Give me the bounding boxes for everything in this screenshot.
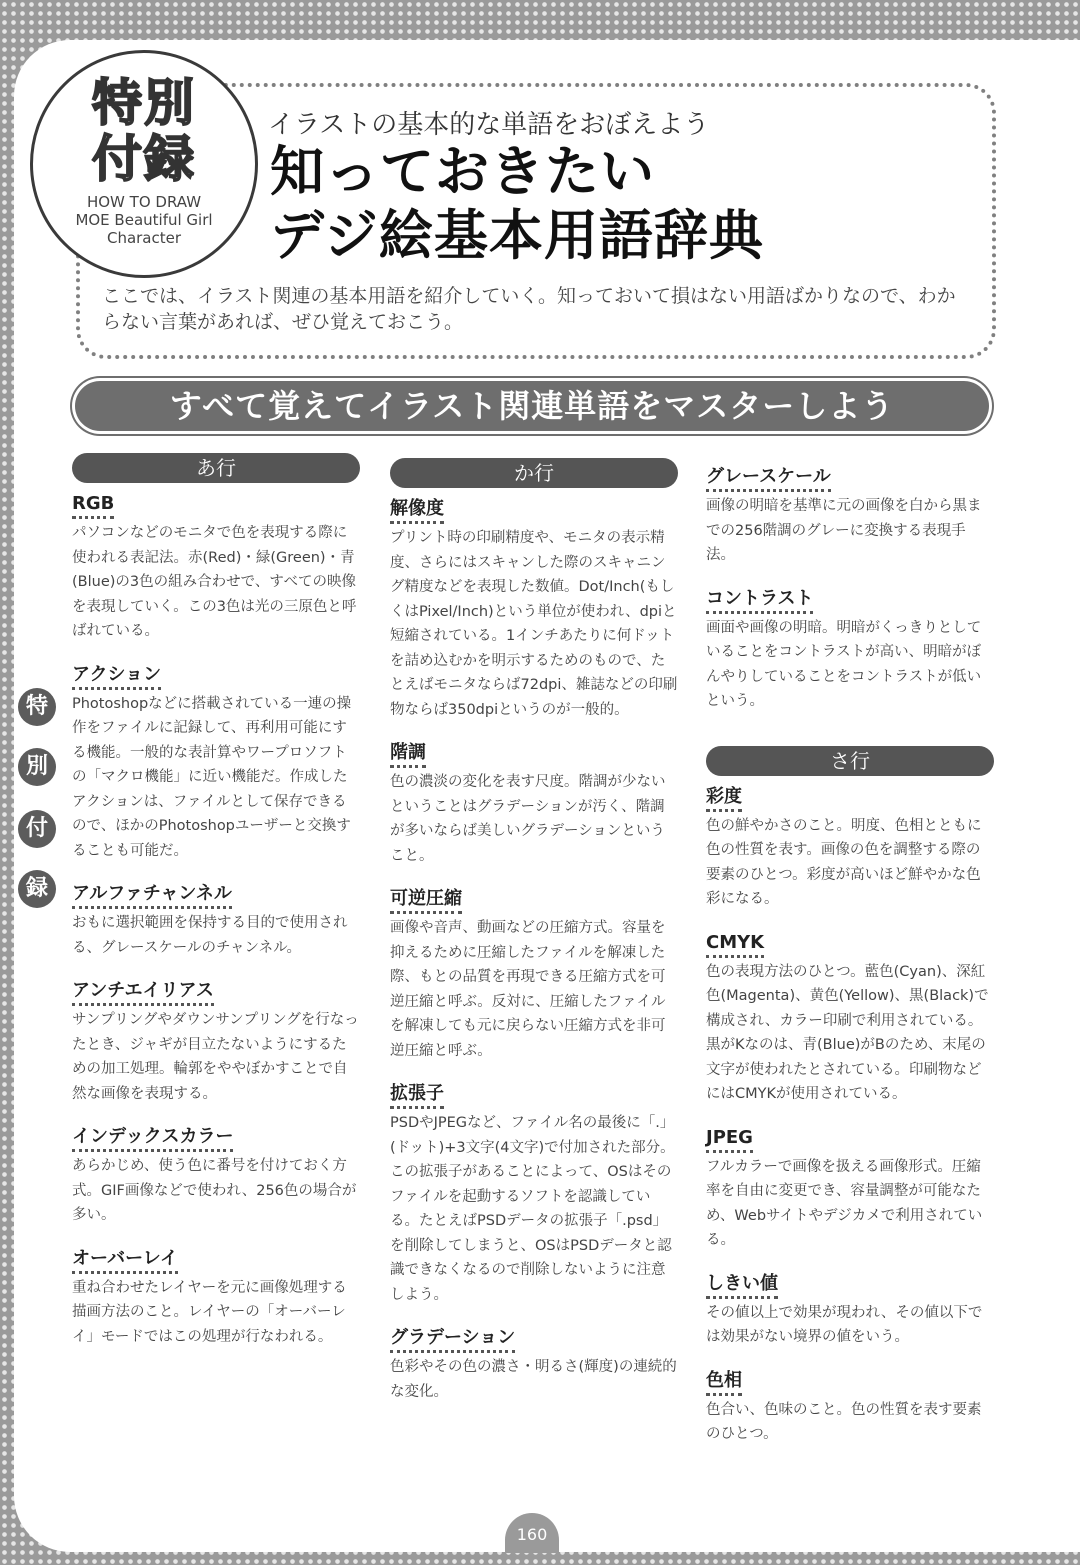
page-title-line2: デジ絵基本用語辞典 — [270, 204, 764, 267]
glossary-entry — [390, 1083, 678, 1307]
glossary-entry — [706, 466, 994, 568]
page-subtitle: イラストの基本的な単語をおぼえよう — [268, 110, 710, 140]
page-title — [270, 140, 764, 268]
entry-term: アクション — [72, 664, 161, 690]
special-supplement-badge — [30, 50, 258, 278]
entry-definition: サンプリングやダウンサンプリングを行なったとき、ジャギが目立たないようにするための加工処理。輪郭をややぼかすことで自然な画像を表現する。 — [72, 1012, 359, 1102]
entry-definition: 色合い、色味のこと。色の性質を表す要素のひとつ。 — [706, 1401, 982, 1442]
entry-definition: 重ね合わせたレイヤーを元に画像処理する描画方法のこと。レイヤーの「オーバーレイ」モードではこの処理が行なわれる。 — [72, 1279, 347, 1345]
glossary-entry — [390, 888, 678, 1063]
entry-definition: あらかじめ、使う色に番号を付けておく方式。GIF画像などで使われ、256色の場合が多い。 — [72, 1158, 357, 1223]
section-header-a: あ行 — [72, 453, 360, 483]
entry-term: 階調 — [390, 742, 426, 768]
glossary-entry — [706, 1127, 994, 1253]
glossary-entry — [72, 493, 360, 644]
entry-definition: フルカラーで画像を扱える画像形式。圧縮率を自由に変更でき、容量調整が可能なため、Webサイトやデジカメで利用されている。 — [706, 1158, 983, 1248]
side-tab-3: 付 — [18, 810, 56, 848]
entry-definition: パソコンなどのモニタで色を表現する際に使われる表記法。赤(Red)・緑(Green)・青(Blue)の3色の組み合わせで、すべての映像を表現していく。この3色は光の三原色と呼ばれている。 — [72, 525, 357, 639]
entry-definition: 色の濃淡の変化を表す尺度。階調が少ないということはグラデーションが汚く、階調が多いならば美しいグラデーションということ。 — [390, 774, 666, 864]
entry-definition: PSDやJPEGなど、ファイル名の最後に「.」(ドット)+3文字(4文字)で付加された部分。この拡張子があることによって、OSはそのファイルを起動するソフトを認識している。たとえばPSDデータの拡張子「.psd」を削除してしまうと、OSはPSDデータと認識できなくなるので削除しないように注意しよう。 — [390, 1115, 675, 1303]
glossary-entry — [390, 498, 678, 722]
entry-definition: 色の表現方法のひとつ。藍色(Cyan)、深紅色(Magenta)、黄色(Yellow)、黒(Black)で構成され、カラー印刷で利用されている。黒がKなのは、青(Blue)がBのため、末尾の文字が使われたとされている。印刷物などにはCMYKが使用されている。 — [706, 963, 989, 1102]
entry-term: インデックスカラー — [72, 1126, 233, 1152]
glossary-entry — [706, 932, 994, 1107]
entry-definition: Photoshopなどに搭載されている一連の操作をファイルに記録して、再利用可能にする機能。一般的な表計算やワープロソフトの「マクロ機能」に近い機能だ。作成したアクションは、ファイルとして保存できるので、ほかのPhotoshopユーザーと交換することも可能だ。 — [72, 695, 352, 859]
entry-definition: 色の鮮やかさのこと。明度、色相とともに色の性質を表す。画像の色を調整する際の要素のひとつ。彩度が高いほど鮮やかな色彩になる。 — [706, 817, 982, 907]
entry-definition: 色彩やその色の濃さ・明るさ(輝度)の連続的な変化。 — [390, 1359, 677, 1400]
badge-en-line2: MOE Beautiful Girl — [75, 211, 213, 229]
entry-term: 彩度 — [706, 786, 742, 812]
entry-definition: 画像や音声、動画などの圧縮方式。容量を抑えるために圧縮したファイルを解凍した際、もとの品質を再現できる圧縮方式を可逆圧縮と呼ぶ。反対に、圧縮したファイルを解凍しても元に戻らない圧縮方式を非可逆圧縮と呼ぶ。 — [390, 920, 666, 1059]
entry-term: 可逆圧縮 — [390, 888, 462, 914]
badge-title-line1: 特別 — [92, 74, 196, 132]
side-tab-1: 特 — [18, 688, 56, 726]
entry-definition: その値以上で効果が現われ、その値以下では効果がない境界の値をいう。 — [706, 1304, 983, 1345]
entry-term: グラデーション — [390, 1327, 515, 1353]
entry-term: 色相 — [706, 1370, 742, 1396]
glossary-entry — [706, 1273, 994, 1350]
glossary-entry — [390, 1327, 678, 1404]
entry-term: オーバーレイ — [72, 1248, 178, 1274]
entry-term: コントラスト — [706, 588, 813, 614]
badge-en-line3: Character — [106, 229, 182, 247]
side-tab-2: 別 — [18, 748, 56, 786]
glossary-entry — [706, 588, 994, 714]
glossary-entry — [390, 742, 678, 868]
page-number: 160 — [505, 1513, 559, 1553]
section-header-sa: さ行 — [706, 746, 994, 776]
entry-term: グレースケール — [706, 466, 831, 492]
section-banner — [72, 378, 992, 434]
entry-term: 拡張子 — [390, 1083, 444, 1109]
glossary-entry — [72, 1126, 360, 1228]
entry-definition: 画面や画像の明暗。明暗がくっきりとしていることをコントラストが高い、明暗がぼんやりしていることをコントラストが低いという。 — [706, 619, 982, 709]
glossary-entry — [706, 786, 994, 912]
entry-term: CMYK — [706, 932, 764, 958]
side-tab-4: 録 — [18, 870, 56, 908]
glossary-entry — [72, 883, 360, 960]
intro-text: ここでは、イラスト関連の基本用語を紹介していく。知っておいて損はない用語ばかりなので、わからない言葉があれば、ぜひ覚えておこう。 — [102, 285, 956, 333]
column-ka-row — [390, 458, 678, 1424]
entry-term: しきい値 — [706, 1273, 778, 1299]
entry-definition: おもに選択範囲を保持する目的で使用される、グレースケールのチャンネル。 — [72, 915, 348, 956]
entry-definition: プリント時の印刷精度や、モニタの表示精度、さらにはスキャンした際のスキャニング精度などを表現した数値。Dot/Inch(もしくはPixel/Inch)という単位が使われ、dpiと短縮されている。1インチあたりに何ドットを詰め込むかを明示するためのもので、たとえばモニタならば72dpi、雑誌などの印刷物ならば350dpiというのが一般的。 — [390, 530, 678, 718]
entry-term: アンチエイリアス — [72, 980, 214, 1006]
badge-en-line1: HOW TO DRAW — [86, 193, 202, 211]
glossary-entry — [72, 1248, 360, 1350]
page-title-line1: 知っておきたい — [270, 140, 655, 203]
glossary-entry — [72, 980, 360, 1106]
entry-definition: 画像の明暗を基準に元の画像を白から黒までの256階調のグレーに変換する表現手法。 — [706, 498, 982, 563]
column-a-row — [72, 453, 360, 1369]
glossary-entry — [706, 1370, 994, 1447]
section-header-ka: か行 — [390, 458, 678, 488]
column-sa-row — [706, 466, 994, 1467]
entry-term: アルファチャンネル — [72, 883, 232, 909]
glossary-entry — [72, 664, 360, 864]
section-banner-text: すべて覚えてイラスト関連単語をマスターしよう — [169, 387, 895, 425]
entry-term: RGB — [72, 493, 114, 519]
entry-term: 解像度 — [390, 498, 444, 524]
badge-title-line2: 付録 — [92, 130, 196, 188]
entry-term: JPEG — [706, 1127, 753, 1153]
